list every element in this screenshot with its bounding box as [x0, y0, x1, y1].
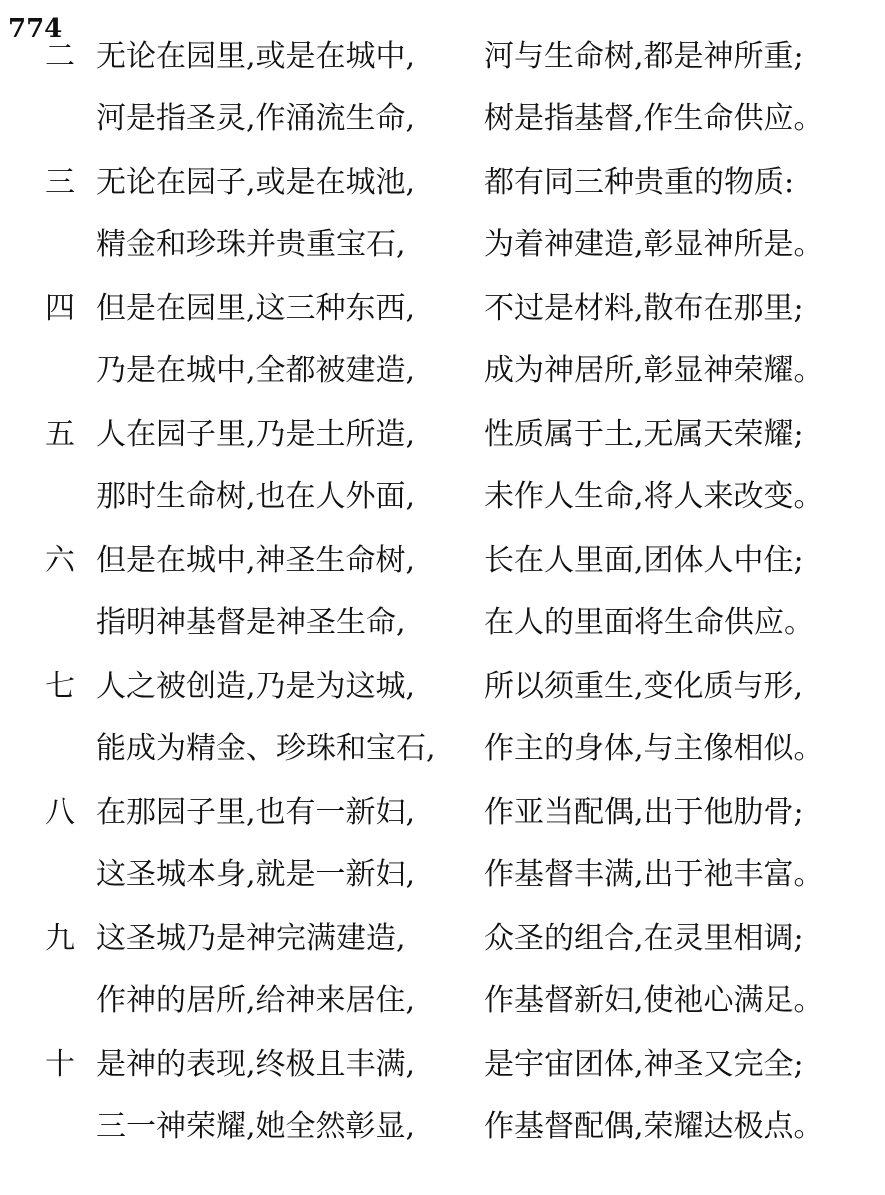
- line-left-half: 但是在园里,这三种东西,: [96, 291, 416, 326]
- hymn-stanzas: [0, 26, 885, 1160]
- line-right-half: 在人的里面将生命供应。: [484, 605, 814, 640]
- line-left-half: 精金和珍珠并贵重宝石,: [96, 227, 406, 262]
- line-right-half: 作基督丰满,出于祂丰富。: [484, 857, 824, 892]
- line-right-half: 成为神居所,彰显神荣耀。: [484, 353, 824, 388]
- stanza-line: [0, 278, 885, 340]
- stanza: [0, 1034, 885, 1160]
- line-left-half: 人在园子里,乃是土所造,: [96, 417, 416, 452]
- stanza-line: [0, 26, 885, 88]
- stanza: [0, 656, 885, 782]
- line-left-half: 河是指圣灵,作涌流生命,: [96, 101, 416, 136]
- stanza-number: 九: [45, 921, 75, 956]
- stanza-line: [0, 718, 885, 780]
- line-right-half: 众圣的组合,在灵里相调;: [484, 921, 804, 956]
- stanza-line: [0, 152, 885, 214]
- line-left-half: 无论在园子,或是在城池,: [96, 165, 416, 200]
- stanza-line: [0, 214, 885, 276]
- line-right-half: 长在人里面,团体人中住;: [484, 543, 804, 578]
- stanza-number: 四: [45, 291, 75, 326]
- line-right-half: 所以须重生,变化质与形,: [484, 669, 804, 704]
- stanza: [0, 782, 885, 908]
- stanza-number: 三: [45, 165, 75, 200]
- stanza: [0, 26, 885, 152]
- stanza: [0, 530, 885, 656]
- stanza-line: [0, 466, 885, 528]
- stanza: [0, 278, 885, 404]
- line-right-half: 树是指基督,作生命供应。: [484, 101, 824, 136]
- stanza-line: [0, 340, 885, 402]
- stanza: [0, 404, 885, 530]
- line-left-half: 这圣城本身,就是一新妇,: [96, 857, 416, 892]
- stanza: [0, 152, 885, 278]
- stanza-number: 十: [45, 1047, 75, 1082]
- line-left-half: 是神的表现,终极且丰满,: [96, 1047, 416, 1082]
- line-left-half: 三一神荣耀,她全然彰显,: [96, 1109, 416, 1144]
- line-left-half: 能成为精金、珍珠和宝石,: [96, 731, 436, 766]
- line-left-half: 人之被创造,乃是为这城,: [96, 669, 416, 704]
- line-right-half: 作主的身体,与主像相似。: [484, 731, 824, 766]
- line-right-half: 作基督配偶,荣耀达极点。: [484, 1109, 824, 1144]
- line-right-half: 性质属于土,无属天荣耀;: [484, 417, 804, 452]
- stanza-line: [0, 1096, 885, 1158]
- stanza-line: [0, 908, 885, 970]
- stanza-line: [0, 782, 885, 844]
- line-right-half: 是宇宙团体,神圣又完全;: [484, 1047, 804, 1082]
- stanza-line: [0, 404, 885, 466]
- stanza-line: [0, 970, 885, 1032]
- stanza-line: [0, 656, 885, 718]
- stanza-line: [0, 530, 885, 592]
- line-left-half: 乃是在城中,全都被建造,: [96, 353, 416, 388]
- stanza-line: [0, 592, 885, 654]
- line-left-half: 无论在园里,或是在城中,: [96, 39, 416, 74]
- line-right-half: 为着神建造,彰显神所是。: [484, 227, 824, 262]
- line-left-half: 指明神基督是神圣生命,: [96, 605, 406, 640]
- stanza-number: 二: [45, 39, 75, 74]
- line-left-half: 作神的居所,给神来居住,: [96, 983, 416, 1018]
- stanza-number: 六: [45, 543, 75, 578]
- stanza-number: 七: [45, 669, 75, 704]
- line-right-half: 作基督新妇,使祂心满足。: [484, 983, 824, 1018]
- line-left-half: 那时生命树,也在人外面,: [96, 479, 416, 514]
- line-right-half: 河与生命树,都是神所重;: [484, 39, 804, 74]
- stanza-line: [0, 844, 885, 906]
- page-number: 774: [8, 14, 63, 44]
- line-left-half: 这圣城乃是神完满建造,: [96, 921, 406, 956]
- stanza-line: [0, 1034, 885, 1096]
- line-left-half: 但是在城中,神圣生命树,: [96, 543, 416, 578]
- stanza-number: 八: [45, 795, 75, 830]
- line-right-half: 不过是材料,散布在那里;: [484, 291, 804, 326]
- stanza-line: [0, 88, 885, 150]
- stanza: [0, 908, 885, 1034]
- line-right-half: 未作人生命,将人来改变。: [484, 479, 824, 514]
- line-right-half: 作亚当配偶,出于他肋骨;: [484, 795, 804, 830]
- line-left-half: 在那园子里,也有一新妇,: [96, 795, 416, 830]
- line-right-half: 都有同三种贵重的物质:: [484, 165, 795, 200]
- stanza-number: 五: [45, 417, 75, 452]
